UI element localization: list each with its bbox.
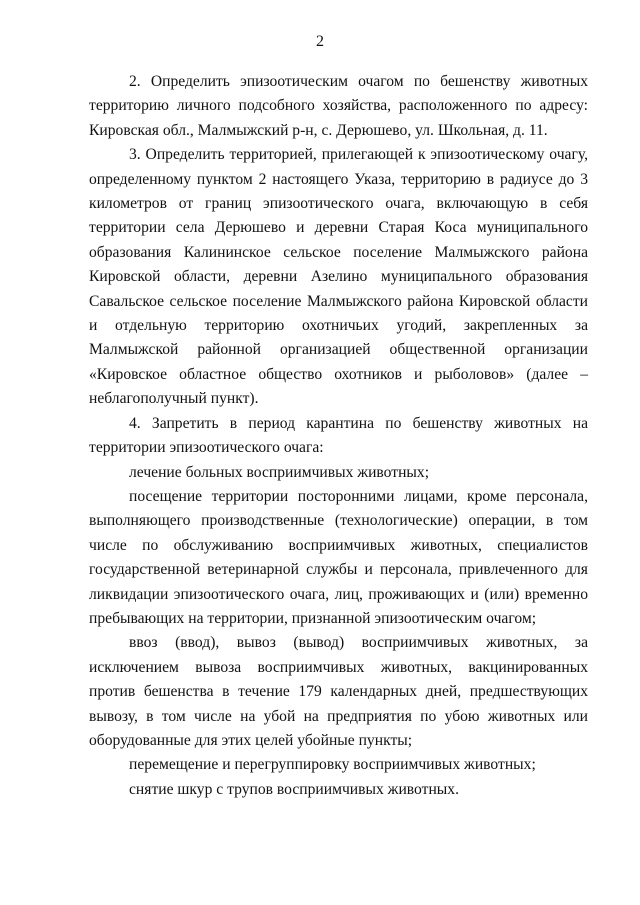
prohibition-movement: перемещение и перегруппировку восприимчивых животных;	[129, 756, 536, 774]
paragraph-item-2: 2. Определить эпизоотическим очагом по бешенству животных территорию личного подсобного хозяйства, расположенного по адресу: Кировская обл., Малмыжский р-н, с. Дерюшево, ул. Школьная, д. 11.	[89, 73, 588, 139]
prohibition-import-export: ввоз (ввод), вывоз (вывод) восприимчивых животных, за исключением вывоза восприимчивых животных, вакцинированных против бешенства в течение 179 календарных дней, предшествующих вывозу, в том числе на убой на предприятия по убою животных или оборудованные для этих целей убойные пункты;	[89, 634, 588, 749]
prohibition-treatment: лечение больных восприимчивых животных;	[129, 463, 430, 481]
paragraph-item-4: 4. Запретить в период карантина по бешенству животных на территории эпизоотического очага:	[89, 414, 588, 457]
page-number: 2	[316, 33, 324, 50]
paragraph-item-3: 3. Определить территорией, прилегающей к эпизоотическому очагу, определенному пунктом 2 настоящего Указа, территорию в радиусе до 3 километров от границ эпизоотического очага, включающую в себя территории села Дерюшево и деревни Старая Коса муниципального образования Калининское сельское поселение Малмыжского района Кировской области, деревни Азелино муниципального образования Савальское сельское поселение Малмыжского района Кировской области и отдельную территорию охотничьих угодий, закрепленных за Малмыжской районной организацией общественной организации «Кировское областное общество охотников и рыболовов» (далее – неблагополучный пункт).	[89, 146, 588, 408]
prohibition-visiting: посещение территории посторонними лицами, кроме персонала, выполняющего производственные (технологические) операции, в том числе по обслуживанию восприимчивых животных, специалистов государственной ветеринарной службы и персонала, привлеченного для ликвидации эпизоотического очага, лиц, проживающих и (или) временно пребывающих на территории, признанной эпизоотическим очагом;	[89, 487, 588, 627]
document-body	[89, 70, 588, 802]
prohibition-skinning: снятие шкур с трупов восприимчивых животных.	[129, 780, 459, 798]
